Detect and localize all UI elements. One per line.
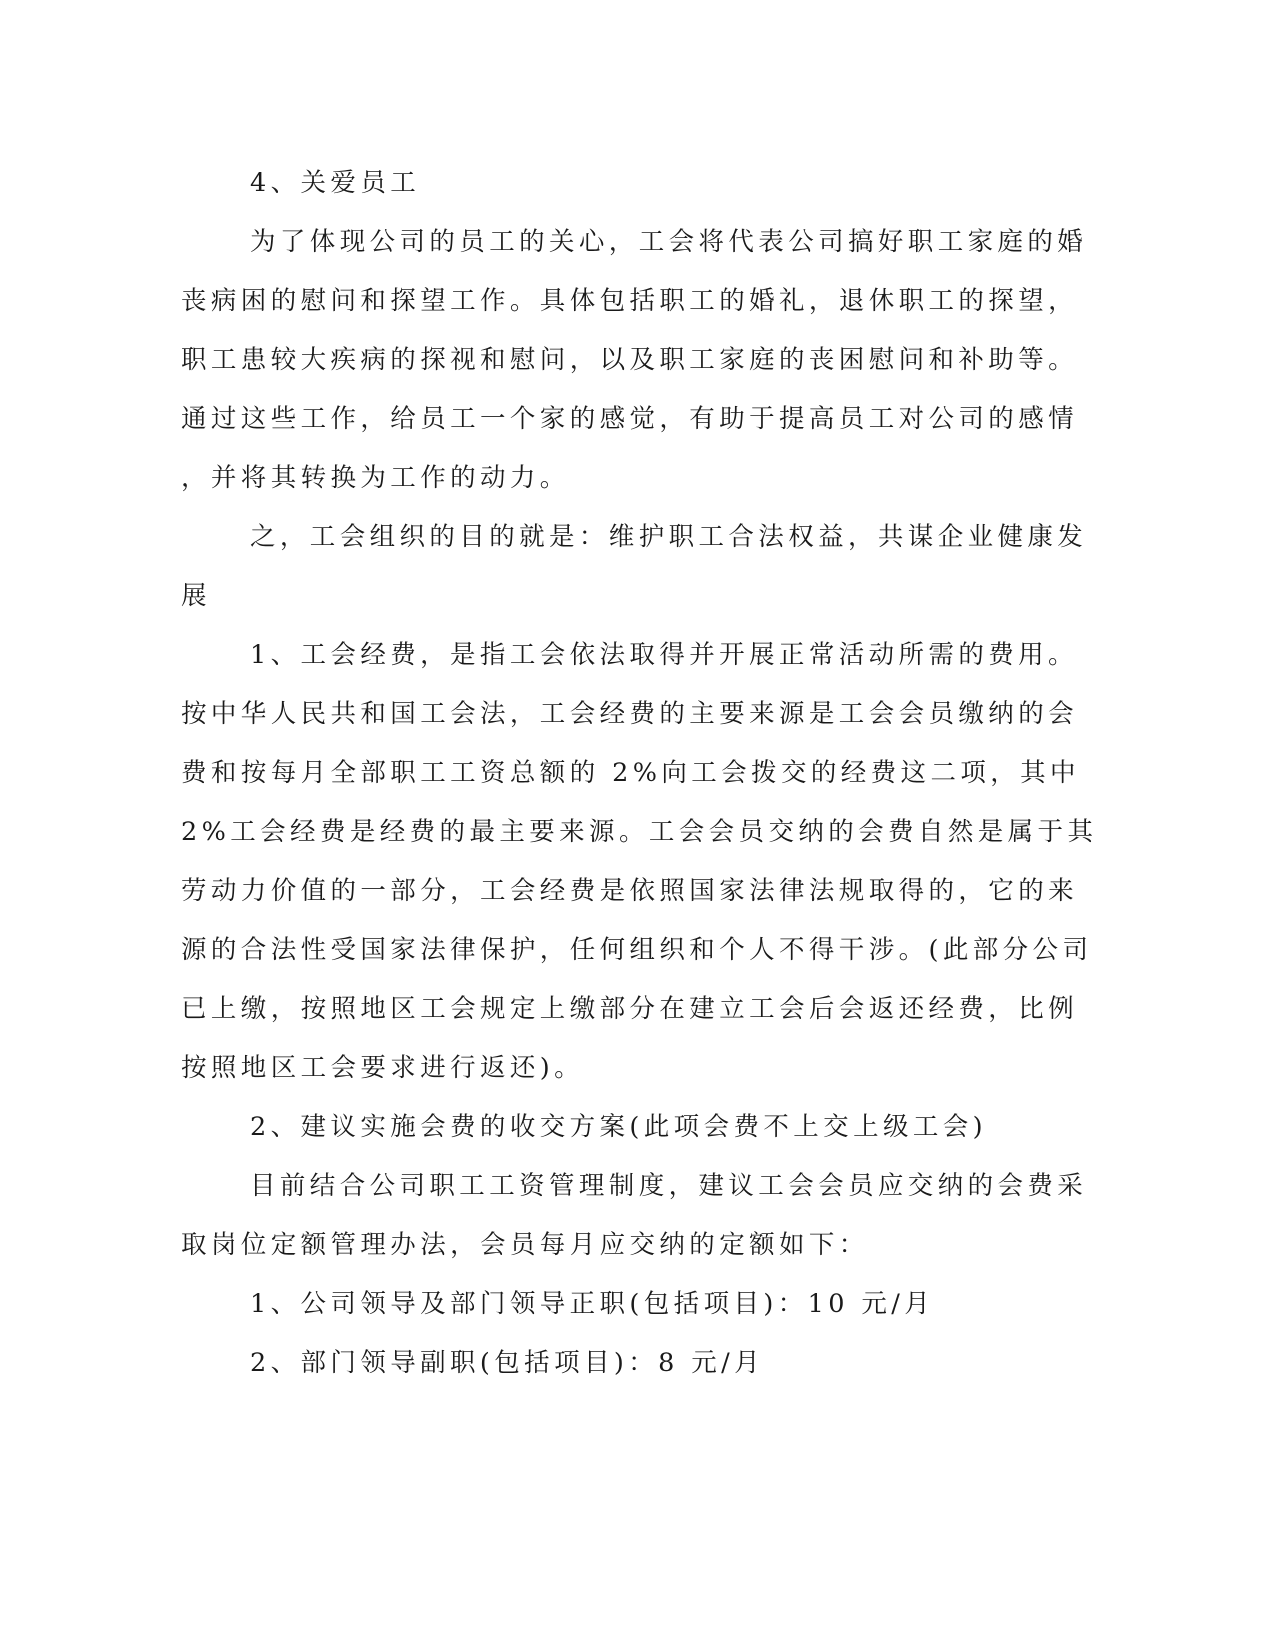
paragraph-line: 丧病困的慰问和探望工作。具体包括职工的婚礼，退休职工的探望， [181,286,1079,316]
paragraph-line: 费和按每月全部职工工资总额的 2%向工会拨交的经费这二项，其中 [181,758,1080,788]
paragraph-line: 目前结合公司职工工资管理制度，建议工会会员应交纳的会费采 [250,1171,1088,1201]
paragraph-line: 1、工会经费，是指工会依法取得并开展正常活动所需的费用。 [250,640,1078,670]
paragraph-line: 2%工会经费是经费的最主要来源。工会会员交纳的会费自然是属于其 [181,817,1098,847]
fee-item: 2、部门领导副职(包括项目)：8 元/月 [250,1348,765,1378]
paragraph-line: 按中华人民共和国工会法，工会经费的主要来源是工会会员缴纳的会 [181,699,1079,729]
paragraph-line: 取岗位定额管理办法，会员每月应交纳的定额如下： [181,1230,869,1260]
paragraph-line: 按照地区工会要求进行返还)。 [181,1053,585,1083]
paragraph-line: 展 [181,581,211,611]
section-heading-care-employees: 4、关爱员工 [250,168,421,198]
paragraph-line: 职工患较大疾病的探视和慰问，以及职工家庭的丧困慰问和补助等。 [181,345,1079,375]
paragraph-line: 为了体现公司的员工的关心，工会将代表公司搞好职工家庭的婚 [250,227,1088,257]
paragraph-line: 源的合法性受国家法律保护，任何组织和个人不得干涉。(此部分公司 [181,935,1093,965]
paragraph-line: 2、建议实施会费的收交方案(此项会费不上交上级工会) [250,1112,988,1142]
paragraph-line: 劳动力价值的一部分，工会经费是依照国家法律法规取得的，它的来 [181,876,1079,906]
paragraph-line: 之，工会组织的目的就是：维护职工合法权益，共谋企业健康发 [250,522,1088,552]
paragraph-line: 通过这些工作，给员工一个家的感觉，有助于提高员工对公司的感情 [181,404,1079,434]
paragraph-line: 已上缴，按照地区工会规定上缴部分在建立工会后会返还经费，比例 [181,994,1079,1024]
fee-item: 1、公司领导及部门领导正职(包括项目)：10 元/月 [250,1289,935,1319]
paragraph-line: ，并将其转换为工作的动力。 [181,463,570,493]
